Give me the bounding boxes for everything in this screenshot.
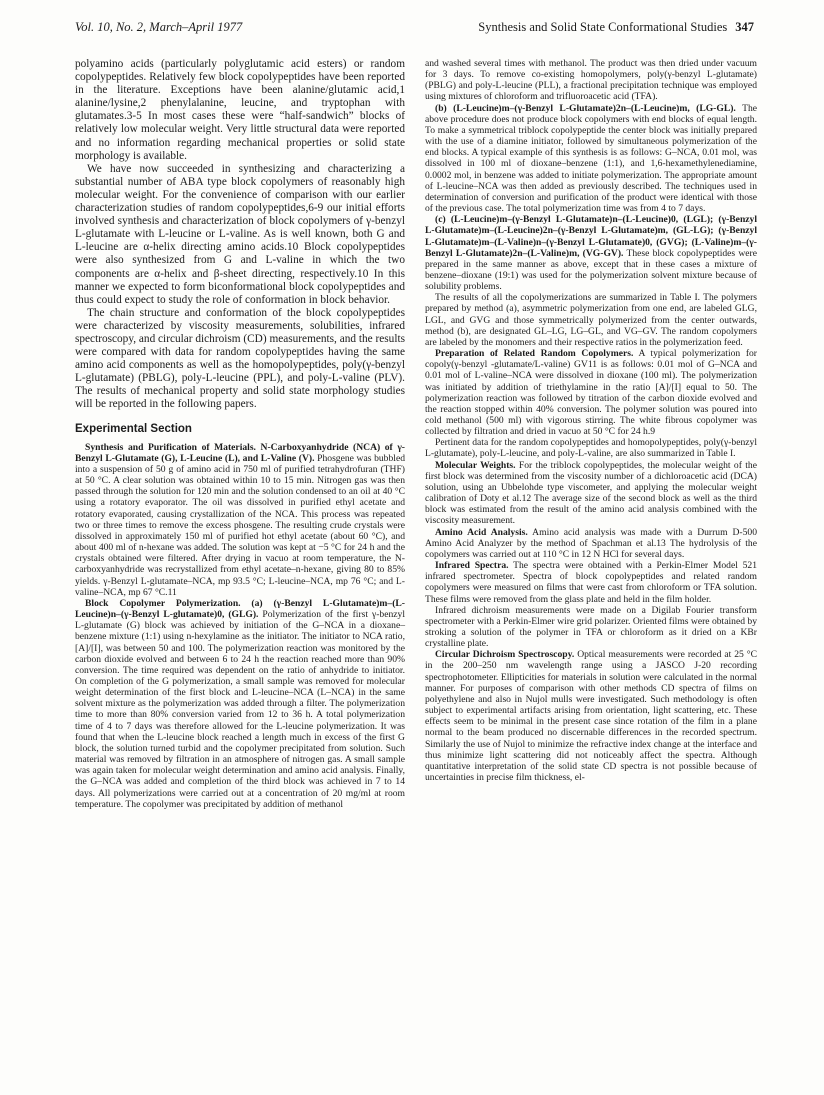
circular-dichroism-paragraph	[425, 649, 757, 783]
method-b-heading: (b) (L-Leucine)m–(γ-Benzyl L-Glutamate)2n–(L-Leucine)m, (LG-GL).	[435, 102, 736, 114]
section-title: Experimental Section	[75, 422, 192, 435]
synthesis-heading: Synthesis and Purification of Materials. N-Carboxyanhydride (NCA) of γ-Benzyl L-Glutamate (G), L-Leucine (L), and L-Valine (V).	[75, 441, 405, 464]
infrared-text: The spectra were obtained with a Perkin-Elmer Model 521 infrared spectrometer. Spectra of block copolypeptides and related random copolymers were measured on films that were cast from chloroform or TFA solution. These films were removed from the glass plate and held in the film holder.	[425, 560, 757, 605]
experimental-body-left	[75, 442, 405, 810]
amino-acid-text: Amino acid analysis was made with a Durrum D-500 Amino Acid Analyzer by the method of Spachman et al.13 The hydrolysis of the copolymers was carried out at 110 °C in 12 N HCl for several days.	[425, 526, 758, 560]
method-c-heading: (c) (L-Leucine)m–(γ-Benzyl L-Glutamate)n–(L-Leucine)0, (LGL); (γ-Benzyl L-Glutamate)m–(L-Leucine)2n–(γ-Benzyl L-Glutamate)m, (GL-LG); (γ-Benzyl L-Glutamate)m–(L-Valine)n–(γ-Benzyl L-Glutamate)0, (GVG); (L-Valine)m–(γ-Benzyl L-Glutamate)2n–(L-Valine)m, (VG-GV).	[425, 214, 757, 259]
intro-paragraph: The chain structure and conformation of the block copolypeptides were characterized by viscosity measurements, solubilities, infrared spectroscopy, and circular dichroism (CD) measurements, and the results were compared with data for random copolypeptides having the same amino acid components as well as the homopolypeptides, poly(γ-benzyl L-glutamate) (PBLG), poly-L-leucine (PPL), and poly-L-valine (PLV). The results of mechanical property and solid state morphology studies will be reported in the following papers.	[75, 306, 405, 411]
infrared-dichroism-paragraph: Infrared dichroism measurements were made on a Digilab Fourier transform spectrometer with a Perkin-Elmer wire grid polarizer. Oriented films were obtained by stroking a solution of the polymer in TFA or chloroform as it dried on a KBr crystalline plate.	[425, 604, 757, 650]
molecular-weights-text: For the triblock copolypeptides, the molecular weight of the first block was determined from the viscosity number of a dichloroacetic acid (DCA) solution, using an Ubbelohde type viscometer, and applying the molecular weight calibration of Doty et al.12 The average size of the second block as well as the third block was estimated from the result of the amino acid analysis combined with the viscosity measurement.	[425, 459, 757, 527]
left-column	[75, 58, 405, 810]
introduction	[75, 58, 405, 412]
block-polymerization-heading: Block Copolymer Polymerization. (a) (γ-Benzyl L-Glutamate)m–(L-Leucine)n–(γ-Benzyl L-glutamate)0, (GLG).	[75, 597, 405, 621]
amino-acid-heading: Amino Acid Analysis.	[435, 526, 528, 538]
right-column	[425, 58, 757, 783]
method-b-paragraph	[425, 103, 757, 215]
circular-dichroism-text: Optical measurements were recorded at 25 °C in the 200–250 nm wavelength range using a JASCO J-20 recording spectrophotometer. Ellipticities for materials in solution were calculated in the normal manner. For purposes of comparison with other methods CD spectra of films on polyethylene and also in Nujol mulls were investigated. Such methodology is often subject to experimental artifacts arising from orientation, light scattering, etc. These effects seem to be minimal in the present case since rotation of the film in a plane normal to the beam produced no discernable differences in the recorded spectrum. Similarly the use of Nujol to minimize the refractive index change at the interface and thus minimize light scattering did not noticeably affect the spectra. Although quantitative interpretation of the solid state CD spectra is not possible because of uncertainties in precise film thickness, el-	[425, 649, 757, 783]
synthesis-paragraph	[75, 442, 405, 598]
block-polymerization-text: Polymerization of the first γ-benzyl L-glutamate (G) block was achieved by initiation of the G–NCA in a dioxane–benzene mixture (1:1) using n-hexylamine as the initiator. The initiator to NCA ratio, [A]/[I], was between 50 and 100. The polymerization reaction was monitored by the carbon dioxide evolved and between 6 to 24 h the reaction reached more than 90% conversion. The time required was dependent on the ratio of anhydride to initiator. On completion of the G polymerization, a small sample was removed for molecular weight determination of the first block and L-leucine–NCA (L–NCA) in the same solvent mixture as the polymerization was added through a filter. The polymerization time to more than 80% conversion varied from 12 to 36 h. A total polymerization time of 4 to 7 days was therefore allowed for the L-leucine polymerization. It was found that when the L-leucine block reached a length much in excess of the first G block, the solution turned turbid and the copolymer precipitated from solution. Such material was removed by filtration in an atmosphere of nitrogen gas. A small sample was again taken for molecular weight determination and amino acid analysis. Finally, the G–NCA was added and completion of the third block was achieved in 7 to 14 days. All polymerizations were carried out at a concentration of 20 mg/ml at room temperature. The copolymer was precipitated by addition of methanol	[75, 609, 405, 810]
intro-paragraph: polyamino acids (particularly polyglutamic acid esters) or random copolypeptides. Relatively few block copolypeptides have been reported in the literature. Exceptions have been alanine/glutamic acid,1 alanine/lysine,2 phenylalanine, leucine, and tryptophan with glutamates.3-5 In most cases these were “half-sandwich” blocks of relatively low molecular weight. Very little structural data were reported and no information regarding mechanical properties or solid state morphology is available.	[75, 58, 405, 162]
results-paragraph: The results of all the copolymerizations are summarized in Table I. The polymers prepared by method (a), asymmetric polymerization from one end, are labeled GLG, LGL, and GVG and those symmetrically polymerized from the center outwards, method (b), are designated GL–LG, LG–GL, and VG–GV. The random copolymers are labeled by the monomers and their respective ratios in the polymerization feed.	[425, 292, 757, 348]
circular-dichroism-heading: Circular Dichroism Spectroscopy.	[435, 649, 575, 661]
method-b-text: The above procedure does not produce block copolymers with end blocks of equal length. To make a symmetrical triblock copolypeptide the center block was initially prepared with the use of a diamine initiator, followed by simultaneous polymerization of the end blocks. A typical example of this synthesis is as follows: G–NCA, 0.01 mol, was dissolved in 100 ml of dioxane–benzene (1:1), and 1,6-hexamethylenediamine, 0.0002 mol, in benzene was added to initiate polymerization. The appropriate amount of L-leucine–NCA was then added as previously described. The techniques used in determination of conversion and purification of the product were identical with those of the previous case. The total polymerization time was from 4 to 7 days.	[425, 102, 758, 215]
molecular-weights-paragraph	[425, 460, 757, 527]
running-title: Synthesis and Solid State Conformational Studies	[478, 20, 728, 34]
molecular-weights-heading: Molecular Weights.	[435, 459, 516, 471]
random-copolymers-paragraph	[425, 348, 757, 437]
running-header	[478, 20, 754, 35]
pertinent-data-paragraph: Pertinent data for the random copolypeptides and homopolypeptides, poly(γ-benzyl L-glutamate), poly-L-leucine, and poly-L-valine, are also summarized in Table I.	[425, 437, 757, 460]
continuation-paragraph: and washed several times with methanol. The product was then dried under vacuum for 3 days. To remove co-existing homopolymers, poly(γ-benzyl L-glutamate) (PBLG) and poly-L-leucine (PLL), a fractional precipitation technique was employed using mixtures of chloroform and trifluoroacetic acid (TFA).	[425, 58, 757, 103]
infrared-paragraph	[425, 560, 757, 605]
page-number: 347	[735, 20, 754, 34]
amino-acid-paragraph	[425, 527, 757, 560]
block-polymerization-paragraph	[75, 598, 405, 810]
intro-paragraph: We have now succeeded in synthesizing and characterizing a substantial number of ABA type block copolymers of reasonably high molecular weight. For the convenience of comparison with our earlier characterization studies of random copolypeptides,6-9 our initial efforts involved synthesis and characterization of block copolymers of γ-benzyl L-glutamate with L-leucine or L-valine. As is well known, both G and L-leucine are α-helix directing amino acids.10 Block copolypeptides were also synthesized from G and L-valine in which the two components are α-helix and β-sheet directing, respectively.10 In this manner we expected to form biconformational block copolypeptides and thus could expect to study the role of conformation in block behavior.	[75, 162, 405, 306]
random-copolymers-text: A typical polymerization for copoly(γ-benzyl -glutamate/L-valine) GV11 is as follows: 0.01 mol of G–NCA and 0.01 mol of L-valine–NCA were dissolved in dioxane (100 ml). The polymerization was initiated by addition of triethylamine in the ratio [A]/[I] equal to 50. The polymerization reaction was followed by titration of the carbon dioxide evolved and the reaction stopped within 40% conversion. The polymer solution was poured into cold methanol (500 ml) with vigorous stirring. The white fibrous copolymer was collected by filtration and dried in vacuo at 50 °C for 24 h.9	[425, 348, 757, 438]
method-c-paragraph	[425, 214, 757, 292]
random-copolymers-heading: Preparation of Related Random Copolymers.	[435, 348, 634, 360]
infrared-heading: Infrared Spectra.	[435, 560, 509, 572]
journal-issue-header: Vol. 10, No. 2, March–April 1977	[75, 20, 243, 34]
method-c-text: These block copolypeptides were prepared in the same manner as above, except that in these cases a mixture of benzene–dioxane (19:1) was used for the polymerization solvent mixture because of solubility problems.	[425, 247, 757, 293]
synthesis-text: Phosgene was bubbled into a suspension of 50 g of amino acid in 750 ml of purified tetrahydrofuran (THF) at 50 °C. A clear solution was obtained within 10 to 15 min. Nitrogen gas was then passed through the solution for 120 min and the solution condensed to an oil at 40 °C using a rotatory evaporator. The oil was dissolved in purified ethyl acetate and rotatory evaporated, causing crystallization of the NCA. This process was repeated two or three times to remove the excess phosgene. The resulting crude crystals were dissolved in approximately 150 ml of purified hot ethyl acetate (about 60 °C), and about 400 ml of n-hexane was added. The solution was kept at −5 °C for 24 h and the crystals obtained were filtered. After drying in vacuo at room temperature, the N-carboxyanhydride was recrystallized from ethyl acetate–n-hexane, giving 80 to 85% yields. γ-Benzyl L-glutamate–NCA, mp 93.5 °C; L-leucine–NCA, mp 76 °C; and L-valine–NCA, mp 67 °C.11	[75, 452, 405, 598]
